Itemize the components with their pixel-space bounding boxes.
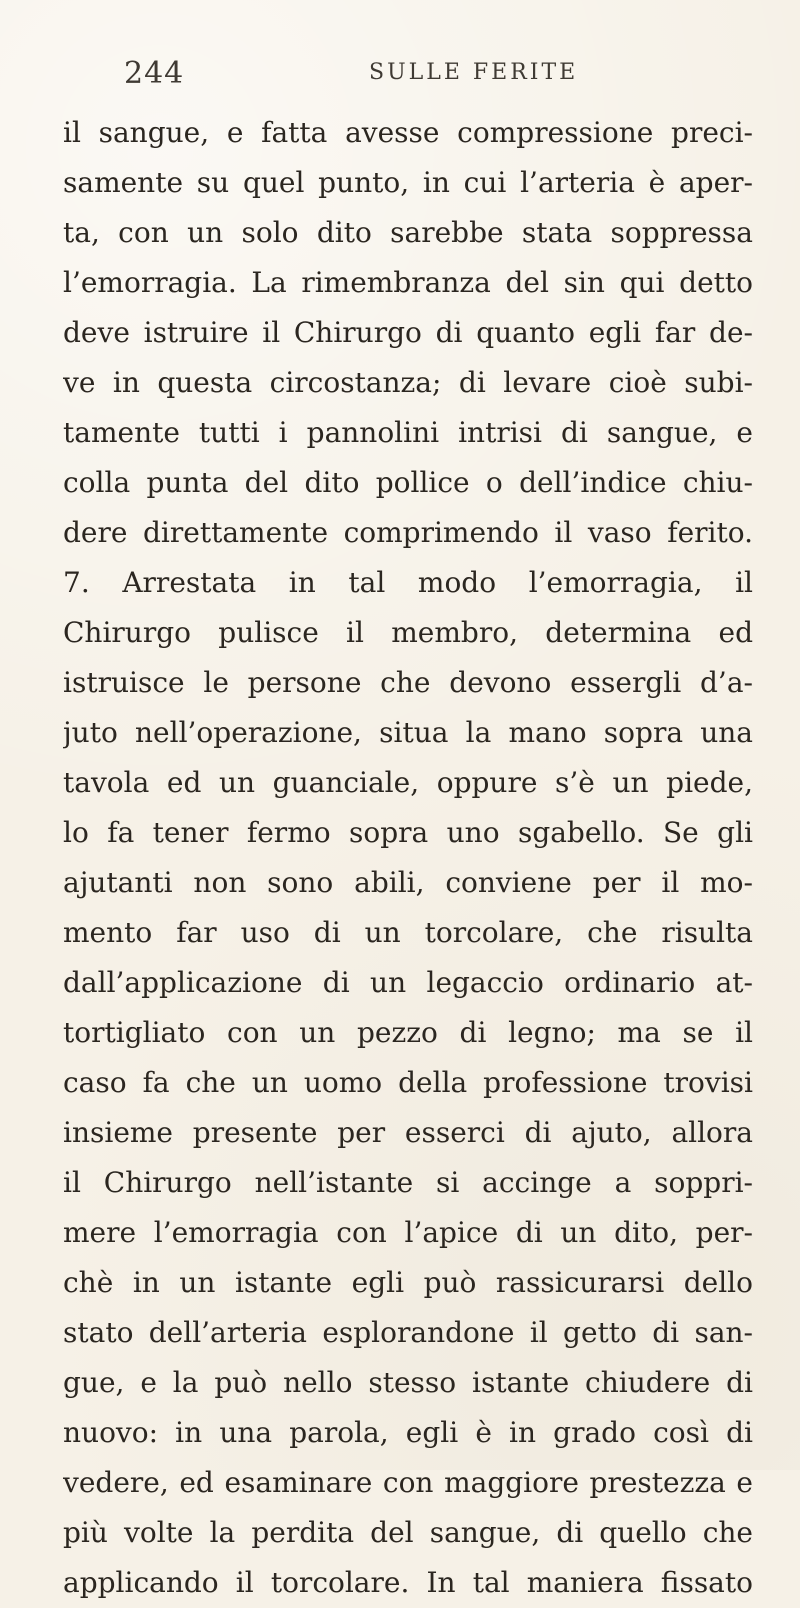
- running-head: [124, 56, 684, 96]
- text-line: lo fa tener fermo sopra uno sgabello. Se gli: [63, 816, 753, 849]
- text-line: colla punta del dito pollice o dell’indice chiu-: [63, 466, 753, 499]
- running-title: SULLE FERITE: [369, 60, 579, 85]
- text-line: ta, con un solo dito sarebbe stata soppressa: [63, 216, 753, 249]
- text-line: applicando il torcolare. In tal maniera fissato: [63, 1566, 753, 1599]
- text-line: stato dell’arteria esplorandone il getto di san-: [63, 1316, 753, 1349]
- text-line: dere direttamente comprimendo il vaso ferito.: [63, 516, 753, 549]
- text-line: più volte la perdita del sangue, di quello che: [63, 1516, 753, 1549]
- text-line: tortigliato con un pezzo di legno; ma se il: [63, 1016, 753, 1049]
- text-line: il Chirurgo nell’istante si accinge a soppri-: [63, 1166, 753, 1199]
- text-line: ajutanti non sono abili, conviene per il mo-: [63, 866, 753, 899]
- text-line: vedere, ed esaminare con maggiore prestezza e: [63, 1466, 753, 1499]
- text-line: Chirurgo pulisce il membro, determina ed: [63, 616, 753, 649]
- text-line: mere l’emorragia con l’apice di un dito, per-: [63, 1216, 753, 1249]
- text-line: tamente tutti i pannolini intrisi di sangue, e: [63, 416, 753, 449]
- text-line: insieme presente per esserci di ajuto, allora: [63, 1116, 753, 1149]
- text-line: istruisce le persone che devono essergli d’a-: [63, 666, 753, 699]
- text-line: gue, e la può nello stesso istante chiudere di: [63, 1366, 753, 1399]
- text-line: nuovo: in una parola, egli è in grado così di: [63, 1416, 753, 1449]
- text-line: ve in questa circostanza; di levare cioè subi-: [63, 366, 753, 399]
- text-line: dall’applicazione di un legaccio ordinario at-: [63, 966, 753, 999]
- text-line: 7. Arrestata in tal modo l’emorragia, il: [63, 566, 753, 599]
- text-line: il sangue, e fatta avesse compressione preci-: [63, 116, 753, 149]
- page-number: 244: [124, 56, 185, 91]
- text-line: tavola ed un guanciale, oppure s’è un piede,: [63, 766, 753, 799]
- text-line: chè in un istante egli può rassicurarsi dello: [63, 1266, 753, 1299]
- text-line: l’emorragia. La rimembranza del sin qui detto: [63, 266, 753, 299]
- text-line: deve istruire il Chirurgo di quanto egli far de-: [63, 316, 753, 349]
- text-line: samente su quel punto, in cui l’arteria è aper-: [63, 166, 753, 199]
- text-line: caso fa che un uomo della professione trovisi: [63, 1066, 753, 1099]
- text-line: juto nell’operazione, situa la mano sopra una: [63, 716, 753, 749]
- text-line: mento far uso di un torcolare, che risulta: [63, 916, 753, 949]
- body-text: [63, 108, 753, 1608]
